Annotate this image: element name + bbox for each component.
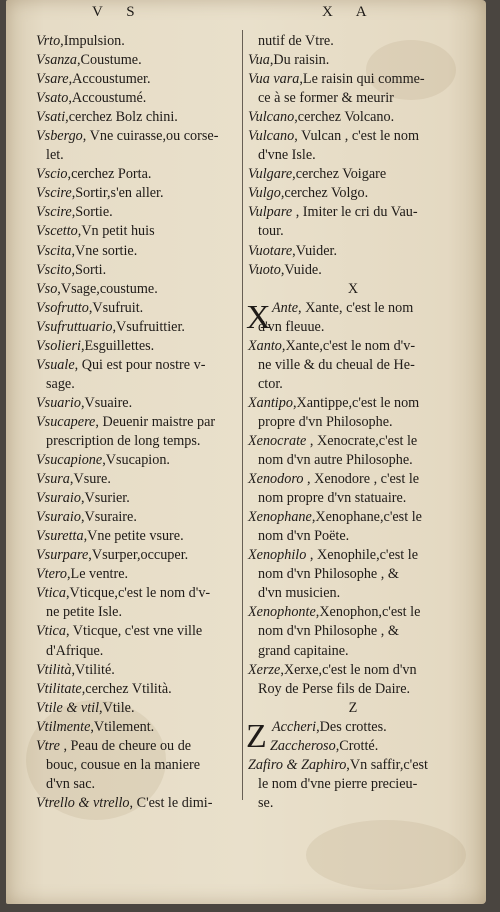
definition-text: let. (46, 147, 64, 164)
definition-text: ,Vtile. (99, 699, 135, 716)
dictionary-entry (36, 622, 242, 641)
dictionary-entry (36, 794, 242, 813)
headword: Vtica (36, 623, 66, 640)
definition-text: , Deuenir maistre par (95, 413, 216, 430)
dictionary-entry (248, 70, 474, 89)
entry-continuation (36, 375, 242, 394)
entry-continuation (248, 527, 474, 546)
headword: Zafiro & Zaphiro (248, 756, 347, 773)
headword: Vtilitate (36, 680, 82, 697)
definition-text: ,cerchez Volcano. (294, 109, 395, 126)
dictionary-entry (36, 680, 242, 699)
dictionary-entry (36, 51, 242, 70)
headword: Vtilità (36, 661, 72, 678)
entry-continuation (248, 642, 474, 661)
dictionary-entry (36, 356, 242, 375)
dictionary-entry (248, 127, 474, 146)
headword: Vuotare (248, 242, 293, 259)
definition-text: d'Afrique. (46, 642, 104, 659)
definition-text: nutif de Vtre. (258, 33, 334, 49)
dictionary-entry (36, 203, 242, 222)
dictionary-entry (36, 661, 242, 680)
headword: Vsuario (36, 394, 81, 411)
dictionary-entry (36, 394, 242, 413)
headword: Vulcano (248, 109, 295, 126)
definition-text: , Xenophile,c'est le (306, 547, 419, 564)
definition-text: propre d'vn Philosophe. (258, 413, 393, 430)
entry-continuation (248, 318, 474, 337)
headword: Vtero (36, 566, 67, 583)
entry-continuation (248, 146, 474, 165)
dictionary-entry (36, 261, 242, 280)
definition-text: ,Le raisin qui comme- (299, 71, 425, 88)
definition-text: , C'est le dimi- (129, 794, 213, 811)
headword: Vsofrutto (36, 299, 89, 316)
entry-continuation (36, 603, 242, 622)
dictionary-entry (36, 32, 242, 51)
dictionary-entry (36, 184, 242, 203)
headword: Vulpare (248, 204, 293, 221)
dictionary-entry (248, 242, 474, 261)
definition-text: ,cerchez Volgo. (280, 185, 369, 202)
dictionary-entry (248, 737, 474, 756)
headword: Vscio (36, 166, 68, 183)
headword: Vulgare (248, 166, 293, 183)
entry-continuation (248, 32, 474, 51)
headword: Xerze (248, 661, 281, 678)
entry-continuation (248, 222, 474, 241)
definition-text: le nom d'vne pierre precieu- (258, 775, 418, 792)
definition-text: ,Xenophon,c'est le (315, 604, 421, 621)
dictionary-entry (36, 527, 242, 546)
dictionary-entry (248, 108, 474, 127)
headword: Vsucapere (36, 413, 96, 430)
headword: Vtre (36, 737, 60, 754)
definition-text: ,cerchez Voigare (292, 166, 387, 183)
definition-text: ,Accoustumer. (68, 71, 151, 88)
headword: Vsuale (36, 356, 75, 373)
dictionary-entry (36, 337, 242, 356)
definition-text: ,cerchez Bolz chini. (65, 109, 178, 126)
definition-text: ,Coustume. (77, 52, 142, 69)
definition-text: , Xenocrate,c'est le (306, 432, 418, 449)
dictionary-entry (36, 242, 242, 261)
right-column (248, 32, 474, 813)
dictionary-entry (36, 280, 242, 299)
dictionary-entry (248, 603, 474, 622)
definition-text: ,Vsuraire. (80, 509, 137, 526)
headword: Vulgo (248, 185, 281, 202)
definition-text: prescription de long temps. (46, 432, 201, 449)
definition-text: sage. (46, 375, 75, 392)
dictionary-entry (248, 508, 474, 527)
dictionary-entry (248, 470, 474, 489)
definition-text: d'vn musicien. (258, 585, 341, 602)
definition-text: ,Vsuaire. (80, 394, 133, 411)
dictionary-entry (36, 70, 242, 89)
entry-continuation (248, 622, 474, 641)
dictionary-entry (36, 413, 242, 432)
headword: Vsare (36, 71, 69, 88)
definition-text: , Vne cuirasse,ou corse- (82, 128, 219, 145)
dictionary-entry (36, 451, 242, 470)
entry-continuation (248, 356, 474, 375)
dictionary-entry (36, 470, 242, 489)
entry-continuation (248, 451, 474, 470)
entry-continuation (248, 89, 474, 108)
definition-text: , Imiter le cri du Vau- (292, 204, 418, 221)
definition-text: ,Sorti. (71, 261, 107, 278)
headword: Vtrello & vtrello (36, 794, 130, 811)
headword: Ante (272, 299, 298, 316)
headword: Vtile & vtil (36, 699, 100, 716)
headword: Vua vara (248, 71, 300, 88)
entry-continuation (36, 432, 242, 451)
dictionary-entry (36, 508, 242, 527)
definition-text: Roy de Perse fils de Daire. (258, 680, 411, 697)
dictionary-entry (36, 127, 242, 146)
definition-text: , Vticque, c'est vne ville (65, 623, 203, 640)
dictionary-entry (36, 737, 242, 756)
headword: Vscetto (36, 223, 78, 240)
definition-text: tour. (258, 223, 284, 240)
dictionary-entry (36, 546, 242, 565)
dictionary-entry (248, 165, 474, 184)
definition-text: ,Xantippe,c'est le nom (292, 394, 420, 411)
definition-text: ctor. (258, 375, 283, 392)
definition-text: ,Sortie. (71, 204, 113, 221)
definition-text: ,cerchez Porta. (67, 166, 152, 183)
headword: Vsuraio (36, 490, 81, 507)
definition-text: ,Xerxe,c'est le nom d'vn (280, 661, 417, 678)
definition-text: ,Vsurier. (80, 490, 130, 507)
definition-text: ,Accoustumé. (68, 90, 147, 107)
definition-text: ,Vticque,c'est le nom d'v- (65, 585, 211, 602)
dictionary-entry (36, 89, 242, 108)
definition-text: ,cerchez Vtilità. (81, 680, 172, 697)
definition-text: ,Esguillettes. (80, 337, 155, 354)
entry-continuation (36, 642, 242, 661)
definition-text: ,Vn saffir,c'est (346, 756, 428, 773)
drop-cap: Z (246, 717, 267, 755)
definition-text: ,Vne sortie. (71, 242, 138, 259)
headword: Vsuraio (36, 509, 81, 526)
entry-continuation (36, 775, 242, 794)
dictionary-entry (248, 546, 474, 565)
definition-text: ,Vuider. (292, 242, 337, 259)
dictionary-entry (248, 756, 474, 775)
definition-text: ,Du raisin. (269, 52, 330, 69)
headword: Vscito (36, 261, 72, 278)
entry-continuation (36, 756, 242, 775)
headword: Xenodoro (248, 471, 304, 488)
definition-text: ne ville & du cheual de He- (258, 356, 415, 373)
definition-text: ,Vtilité. (71, 661, 115, 678)
headword: Vsati (36, 109, 66, 126)
definition-text: , Qui est pour nostre v- (74, 356, 206, 373)
headword: Xenophonte (248, 604, 316, 621)
entry-continuation (248, 794, 474, 813)
definition-text: ,Impulsion. (60, 33, 125, 49)
definition-text: ,Vn petit huis (77, 223, 155, 240)
dictionary-entry (248, 261, 474, 280)
headword: Xanto (248, 337, 282, 354)
headword: Vuoto (248, 261, 281, 278)
dictionary-entry (36, 222, 242, 241)
headword: Xenocrate (248, 432, 307, 449)
entry-continuation (248, 584, 474, 603)
headword: Vsufruttuario (36, 318, 113, 335)
definition-text: d'vn fleuue. (258, 318, 325, 335)
dictionary-entry (36, 565, 242, 584)
headword: Vtica (36, 585, 66, 602)
headword: Vsuretta (36, 528, 84, 545)
headword: Xenophilo (248, 547, 307, 564)
dictionary-entry (36, 718, 242, 737)
headword: Vsato (36, 90, 69, 107)
definition-text: ,Vsure. (69, 471, 111, 488)
dictionary-entry (248, 394, 474, 413)
headword: Vsanza (36, 52, 77, 69)
definition-text: , Xenodore , c'est le (303, 471, 420, 488)
entry-continuation (248, 413, 474, 432)
definition-text: ,Sortir,s'en aller. (71, 185, 164, 202)
definition-text: d'vne Isle. (258, 147, 316, 164)
dictionary-entry (248, 51, 474, 70)
definition-text: grand capitaine. (258, 642, 349, 659)
headword: Vsbergo (36, 128, 83, 145)
definition-text: ,Vsufruit. (88, 299, 144, 316)
definition-text: , Vulcan , c'est le nom (294, 128, 419, 145)
definition-text: ,Le ventre. (67, 566, 129, 583)
headword: Vso (36, 280, 58, 297)
entry-continuation (248, 375, 474, 394)
definition-text: nom d'vn Philosophe , & (258, 623, 399, 640)
dictionary-entry (36, 489, 242, 508)
definition-text: nom d'vn Poëte. (258, 528, 350, 545)
headword: Vsucapione (36, 452, 103, 469)
dictionary-entry (248, 337, 474, 356)
headword: Vscire (36, 204, 72, 221)
definition-text: ,Xante,c'est le nom d'v- (281, 337, 416, 354)
dictionary-entry (36, 165, 242, 184)
definition-text: ne petite Isle. (46, 604, 123, 621)
entry-continuation (248, 565, 474, 584)
definition-text: ,Des crottes. (316, 718, 387, 735)
book-page (6, 0, 486, 904)
dictionary-entry (248, 661, 474, 680)
left-column (36, 32, 242, 813)
entry-continuation (248, 680, 474, 699)
definition-text: nom propre d'vn statuaire. (258, 490, 407, 507)
running-header-right: X A (322, 4, 377, 20)
definition-text: ,Vne petite vsure. (83, 528, 184, 545)
definition-text: ,Vsage,coustume. (57, 280, 158, 297)
definition-text: d'vn sac. (46, 775, 96, 792)
definition-text: nom d'vn autre Philosophe. (258, 452, 413, 469)
definition-text: nom d'vn Philosophe , & (258, 566, 399, 583)
headword: Vsolieri (36, 337, 81, 354)
definition-text: ce à se former & meurir (258, 90, 394, 107)
dictionary-entry (248, 432, 474, 451)
entry-continuation (36, 146, 242, 165)
drop-cap: X (246, 298, 271, 336)
headword: Vsurpare (36, 547, 89, 564)
dictionary-entry (248, 203, 474, 222)
dictionary-entry (36, 299, 242, 318)
definition-text: ,Vsurper,occuper. (88, 547, 189, 564)
headword: Xantipo (248, 394, 293, 411)
section-letter: X (347, 280, 359, 297)
dictionary-entry (36, 584, 242, 603)
headword: Vscita (36, 242, 72, 259)
headword: Vsura (36, 471, 70, 488)
headword: Vscire (36, 185, 72, 202)
definition-text: ,Vsufruittier. (112, 318, 185, 335)
definition-text: ,Vtilement. (90, 718, 155, 735)
headword: Xenophane (248, 509, 312, 526)
dictionary-entry (36, 318, 242, 337)
dictionary-entry (36, 108, 242, 127)
dictionary-entry (36, 699, 242, 718)
definition-text: ,Crotté. (335, 737, 379, 754)
entry-continuation (248, 775, 474, 794)
column-divider (242, 30, 243, 800)
running-header-left: V S (92, 4, 145, 20)
headword: Zaccheroso (270, 737, 336, 754)
dictionary-entry (248, 184, 474, 203)
entry-continuation (248, 489, 474, 508)
headword: Vtilmente (36, 718, 91, 735)
headword: Accheri (272, 718, 317, 735)
definition-text: ,Vuide. (280, 261, 322, 278)
headword: Vua (248, 52, 270, 69)
definition-text: , Xante, c'est le nom (298, 299, 414, 316)
definition-text: ,Vsucapion. (102, 452, 170, 469)
headword: Vulcano (248, 128, 295, 145)
definition-text: , Peau de cheure ou de (59, 737, 192, 754)
section-letter: Z (348, 699, 358, 716)
definition-text: bouc, cousue en la maniere (46, 756, 201, 773)
headword: Vrto (36, 33, 61, 49)
definition-text: se. (258, 794, 274, 811)
definition-text: ,Xenophane,c'est le (311, 509, 422, 526)
